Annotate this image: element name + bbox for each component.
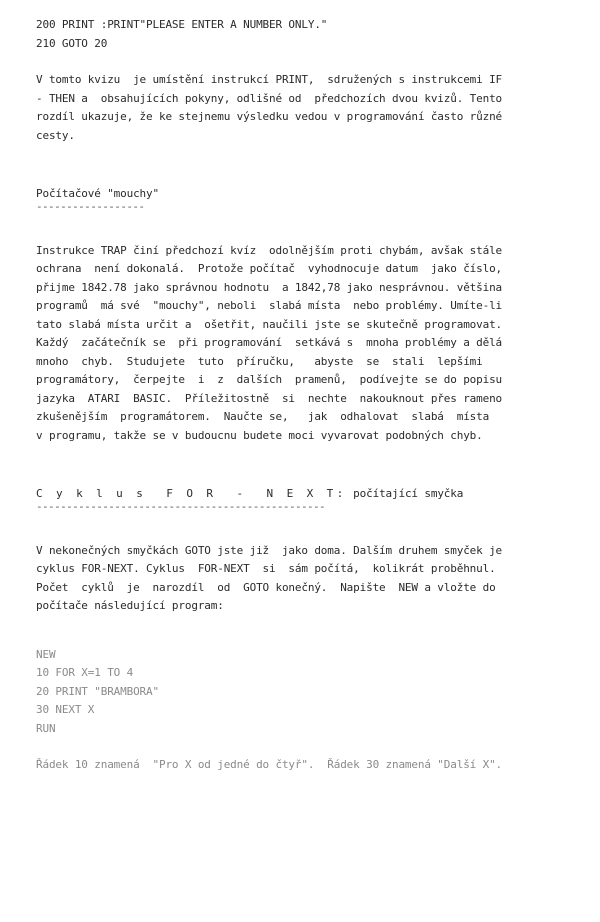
section-underline: ------------------------------------------------ <box>36 499 326 513</box>
closing-line: Řádek 10 znamená "Pro X od jedné do čtyř". Řádek 30 znamená "Další X". <box>36 758 503 771</box>
document-page <box>36 16 568 775</box>
program-listing <box>36 646 568 739</box>
paragraph-line: cyklus FOR-NEXT. Cyklus FOR-NEXT si sám počítá, kolikrát proběhnul. <box>36 562 496 575</box>
paragraph-line: ochrana není dokonalá. Protože počítač vyhodnocuje datum jako číslo, <box>36 262 503 275</box>
code-line: 30 NEXT X <box>36 703 95 716</box>
paragraph-line: počítače následující program: <box>36 599 224 612</box>
section-title: Počítačové "mouchy" <box>36 187 159 200</box>
paragraph-line: mnoho chyb. Studujete tuto příručku, abyste se stali lepšími <box>36 354 483 368</box>
code-line: 210 GOTO 20 <box>36 36 108 50</box>
section-heading-for-next <box>36 485 568 512</box>
section-title-rest: počítající smyčka <box>346 487 464 500</box>
section-underline: ------------------ <box>36 199 145 213</box>
code-line: 200 PRINT :PRINT"PLEASE ENTER A NUMBER ONLY." <box>36 18 328 31</box>
for-next-paragraph <box>36 542 568 616</box>
paragraph-line: V tomto kvizu je umístění instrukcí PRINT, sdružených s instrukcemi IF <box>36 73 503 86</box>
paragraph-line: V nekonečných smyčkách GOTO jste již jako doma. Dalším druhem smyček je <box>36 543 503 557</box>
paragraph-line: přijme 1842.78 jako správnou hodnotu a 1842,78 jako nesprávnou. většina <box>36 280 503 294</box>
paragraph-line: Každý začátečník se při programování setkává s mnoha problémy a dělá <box>36 336 503 349</box>
section-heading-mouchy <box>36 185 568 212</box>
section-title-spaced: C y k l u s F O R - N E X T: <box>36 487 347 500</box>
paragraph-line: - THEN a obsahujících pokyny, odlišné od předchozích dvou kvizů. Tento <box>36 91 503 105</box>
paragraph-line: Instrukce TRAP činí předchozí kvíz odolnějším proti chybám, avšak stále <box>36 243 503 257</box>
paragraph-line: Počet cyklů je narozdíl od GOTO konečný. Napište NEW a vložte do <box>36 580 496 594</box>
paragraph-line: jazyka ATARI BASIC. Příležitostně si nechte nakouknout přes rameno <box>36 391 503 405</box>
paragraph-line: zkušenějším programátorem. Naučte se, jak odhalovat slabá místa <box>36 410 490 423</box>
paragraph-line: programů má své "mouchy", neboli slabá místa nebo problémy. Umíte-li <box>36 299 503 312</box>
paragraph-line: tato slabá místa určit a ošetřit, naučili jste se skutečně programovat. <box>36 317 503 331</box>
paragraph-line: cesty. <box>36 128 75 142</box>
code-line: 20 PRINT "BRAMBORA" <box>36 684 159 698</box>
code-line: 10 FOR X=1 TO 4 <box>36 666 134 679</box>
intro-paragraph <box>36 71 568 145</box>
code-line: RUN <box>36 721 56 735</box>
mouchy-paragraph <box>36 242 568 446</box>
paragraph-line: rozdíl ukazuje, že ke stejnemu výsledku vedou v programování často různé <box>36 110 503 123</box>
code-line: NEW <box>36 647 56 661</box>
paragraph-line: v programu, takže se v budoucnu budete moci vyvarovat podobných chyb. <box>36 428 483 442</box>
top-code-block <box>36 16 568 53</box>
paragraph-line: programátory, čerpejte i z dalších pramenů, podívejte se do popisu <box>36 373 503 386</box>
